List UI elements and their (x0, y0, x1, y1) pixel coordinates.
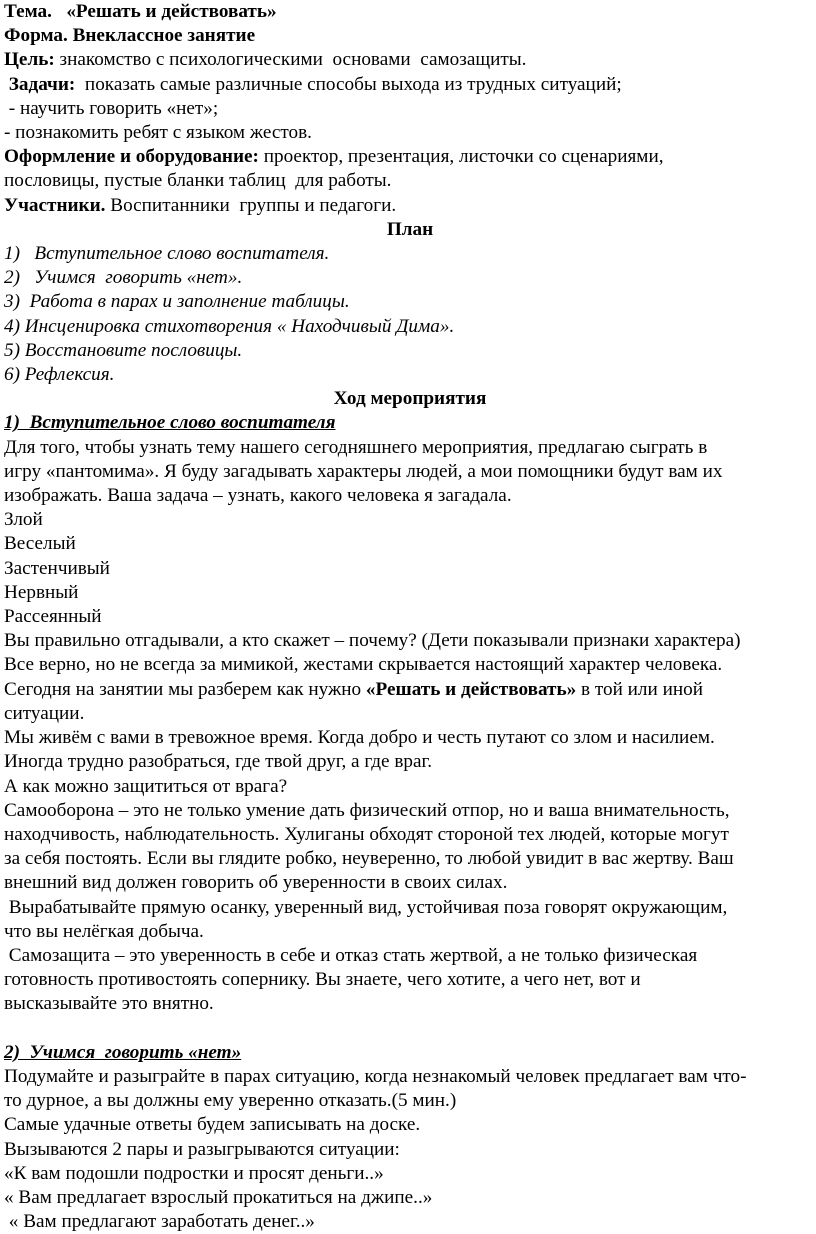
body-line: А как можно защититься от врага? (4, 775, 288, 797)
today-line (4, 678, 816, 702)
body-line: Самооборона – это не только умение дать физический отпор, но и ваша внимательность, (4, 799, 730, 821)
equipment-label: Оформление и оборудование: (4, 146, 259, 168)
plan-title: План (386, 218, 434, 240)
participants-line (4, 194, 816, 218)
body-line: изображать. Ваша задача – узнать, какого человека я загадала. (4, 485, 512, 507)
paragraph-gap (4, 1017, 816, 1041)
tasks-line (4, 73, 816, 97)
body-line: Застенчивый (4, 557, 110, 579)
body-line: Самозащита – это уверенность в себе и отказ стать жертвой, а не только физическая (4, 944, 698, 966)
today-prefix: Сегодня на занятии мы разберем как нужно (4, 678, 366, 700)
course-title: Ход мероприятия (333, 388, 487, 410)
task-3: - познакомить ребят с языком жестов. (4, 122, 312, 144)
body-line: внешний вид должен говорить об уверенности в своих силах. (4, 872, 508, 894)
participants-label: Участники. (4, 194, 106, 216)
body-line: Подумайте и разыграйте в парах ситуацию, когда незнакомый человек предлагает вам что- (4, 1065, 747, 1087)
plan-item: 5) Восстановите пословицы. (4, 339, 243, 361)
body-line: за себя постоять. Если вы глядите робко, неуверенно, то любой увидит в вас жертву. Ваш (4, 848, 734, 870)
body-line: Вырабатывайте прямую осанку, уверенный вид, устойчивая поза говорят окружающим, (4, 896, 728, 918)
body-line: Для того, чтобы узнать тему нашего сегодняшнего мероприятия, предлагаю сыграть в (4, 436, 708, 458)
topic-label: Тема. (4, 1, 52, 22)
plan-item: 6) Рефлексия. (4, 364, 115, 386)
participants-value: Воспитанники группы и педагоги. (105, 194, 397, 216)
goal-value: знакомство с психологическими основами самозащиты. (54, 49, 527, 71)
body-line: игру «пантомима». Я буду загадывать характеры людей, а мои помощники будут вам их (4, 460, 723, 482)
body-line: находчивость, наблюдательность. Хулиганы обходят стороной тех людей, которые могут (4, 823, 729, 845)
body-line: Веселый (4, 533, 76, 555)
body-line: что вы нелёгкая добыча. (4, 920, 204, 942)
form-line: Форма. Внеклассное занятие (4, 25, 256, 47)
body-line: Иногда трудно разобраться, где твой друг, а где враг. (4, 751, 433, 773)
goal-label: Цель: (4, 49, 55, 71)
section2-title: 2) Учимся говорить «нет» (4, 1041, 242, 1063)
body-line: Мы живём с вами в тревожное время. Когда добро и честь путают со злом и насилием. (4, 727, 715, 749)
plan-item: 4) Инсценировка стихотворения « Находчивый Дима». (4, 315, 455, 337)
body-line: « Вам предлагают заработать денег..» (4, 1211, 315, 1233)
today-suffix: в той или иной (576, 678, 703, 700)
body-line: « Вам предлагает взрослый прокатиться на джипе..» (4, 1186, 433, 1208)
plan-item: 3) Работа в парах и заполнение таблицы. (4, 291, 350, 313)
topic-line (4, 0, 816, 24)
topic-value: «Решать и действовать» (66, 1, 277, 22)
body-line: Вы правильно отгадывали, а кто скажет – почему? (Дети показывали признаки характера) (4, 630, 741, 652)
equipment-value: проектор, презентация, листочки со сценариями, (258, 146, 664, 168)
today-bold: «Решать и действовать» (365, 678, 577, 700)
body-line: Самые удачные ответы будем записывать на доске. (4, 1114, 421, 1136)
body-line: Вызываются 2 пары и разыгрываются ситуации: (4, 1138, 400, 1160)
body-line: Злой (4, 509, 43, 531)
section1-title: 1) Вступительное слово воспитателя (4, 412, 336, 434)
plan-item: 2) Учимся говорить «нет». (4, 267, 243, 289)
body-line: ситуации. (4, 702, 85, 724)
task-2: - научить говорить «нет»; (4, 97, 219, 119)
tasks-value: показать самые различные способы выхода из трудных ситуаций; (75, 73, 622, 95)
body-line: высказывайте это внятно. (4, 993, 214, 1015)
body-line: Рассеянный (4, 606, 102, 628)
body-line: Нервный (4, 581, 79, 603)
body-line: Все верно, но не всегда за мимикой, жестами скрывается настоящий характер человека. (4, 654, 723, 676)
equipment-line-2: пословицы, пустые бланки таблиц для работы. (4, 170, 392, 192)
plan-item: 1) Вступительное слово воспитателя. (4, 243, 330, 265)
goal-line (4, 48, 816, 72)
tasks-label: Задачи: (8, 73, 76, 95)
body-line: «К вам подошли подростки и просят деньги..» (4, 1162, 384, 1184)
body-line: то дурное, а вы должны ему уверенно отказать.(5 мин.) (4, 1090, 457, 1112)
body-line: готовность противостоять сопернику. Вы знаете, чего хотите, а чего нет, вот и (4, 969, 641, 991)
equipment-line (4, 145, 816, 169)
